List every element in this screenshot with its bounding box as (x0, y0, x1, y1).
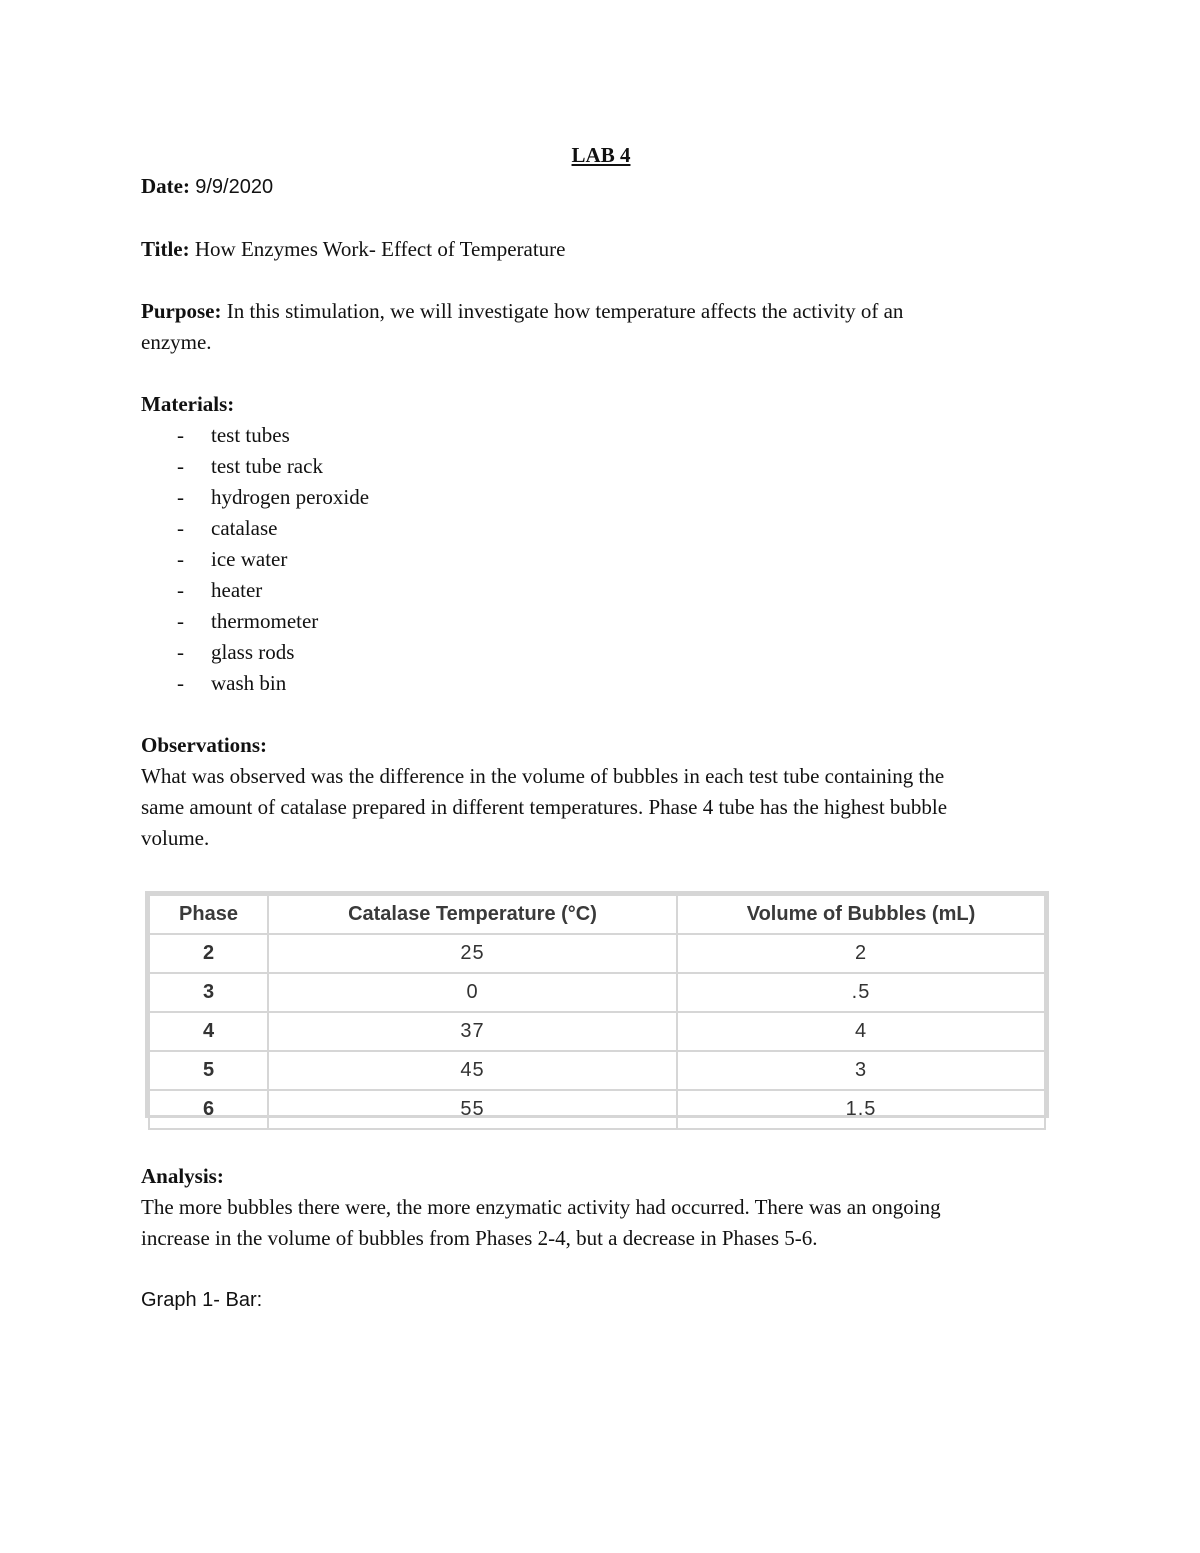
date-label: Date: (141, 174, 190, 198)
graph-label: Graph 1- Bar: (141, 1289, 263, 1311)
cell-volume: 4 (677, 1012, 1045, 1051)
header-volume: Volume of Bubbles (mL) (677, 895, 1045, 934)
list-item: - catalase (141, 513, 1061, 544)
observations-text-3: volume. (141, 826, 210, 850)
list-bullet: - (177, 454, 184, 478)
cell-phase: 4 (149, 1012, 268, 1051)
list-item: - hydrogen peroxide (141, 482, 1061, 513)
list-bullet: - (177, 485, 184, 509)
list-item: - wash bin (141, 668, 1061, 699)
table-row (149, 934, 1045, 973)
cell-temperature: 45 (268, 1051, 677, 1090)
cell-phase: 6 (149, 1090, 268, 1129)
observations-label: Observations: (141, 733, 267, 757)
observations-text-2: same amount of catalase prepared in different temperatures. Phase 4 tube has the highest bubble (141, 795, 948, 819)
header-phase: Phase (149, 895, 268, 934)
list-item: - glass rods (141, 637, 1061, 668)
list-bullet: - (177, 640, 184, 664)
list-item: - test tube rack (141, 451, 1061, 482)
cell-temperature: 37 (268, 1012, 677, 1051)
table-row (149, 973, 1045, 1012)
date-value: 9/9/2020 (195, 176, 274, 198)
purpose-line (141, 296, 1061, 327)
purpose-text-1: In this stimulation, we will investigate how temperature affects the activity of an (226, 299, 904, 323)
list-item: - thermometer (141, 606, 1061, 637)
analysis-text-2: increase in the volume of bubbles from Phases 2-4, but a decrease in Phases 5-6. (141, 1226, 818, 1250)
cell-volume: 1.5 (677, 1090, 1045, 1129)
list-bullet: - (177, 578, 184, 602)
analysis-section (141, 1161, 1061, 1316)
results-table-frame (145, 891, 1049, 1118)
cell-phase: 5 (149, 1051, 268, 1090)
list-item: - test tubes (141, 420, 1061, 451)
materials-list (141, 420, 1061, 699)
list-item: - ice water (141, 544, 1061, 575)
purpose-label: Purpose: (141, 299, 222, 323)
list-item: - heater (141, 575, 1061, 606)
table-row (149, 1012, 1045, 1051)
cell-temperature: 25 (268, 934, 677, 973)
list-bullet: - (177, 516, 184, 540)
document-body (141, 140, 1061, 854)
cell-phase: 3 (149, 973, 268, 1012)
title-value: How Enzymes Work- Effect of Temperature (194, 237, 566, 261)
title-label: Title: (141, 237, 190, 261)
results-table (148, 894, 1046, 1130)
table-row (149, 1090, 1045, 1129)
purpose-text-2: enzyme. (141, 330, 212, 354)
list-bullet: - (177, 547, 184, 571)
cell-phase: 2 (149, 934, 268, 973)
cell-temperature: 55 (268, 1090, 677, 1129)
page-title: LAB 4 (571, 143, 631, 167)
analysis-text-1: The more bubbles there were, the more enzymatic activity had occurred. There was an ongoing (141, 1195, 941, 1219)
header-temperature: Catalase Temperature (°C) (268, 895, 677, 934)
cell-volume: 3 (677, 1051, 1045, 1090)
date-line (141, 171, 1061, 203)
list-bullet: - (177, 671, 184, 695)
analysis-label: Analysis: (141, 1164, 224, 1188)
observations-text-1: What was observed was the difference in the volume of bubbles in each test tube containing the (141, 764, 945, 788)
title-line (141, 234, 1061, 265)
cell-volume: .5 (677, 973, 1045, 1012)
list-bullet: - (177, 423, 184, 447)
table-header-row (149, 895, 1045, 934)
table-row (149, 1051, 1045, 1090)
list-bullet: - (177, 609, 184, 633)
cell-volume: 2 (677, 934, 1045, 973)
cell-temperature: 0 (268, 973, 677, 1012)
materials-label: Materials: (141, 392, 235, 416)
